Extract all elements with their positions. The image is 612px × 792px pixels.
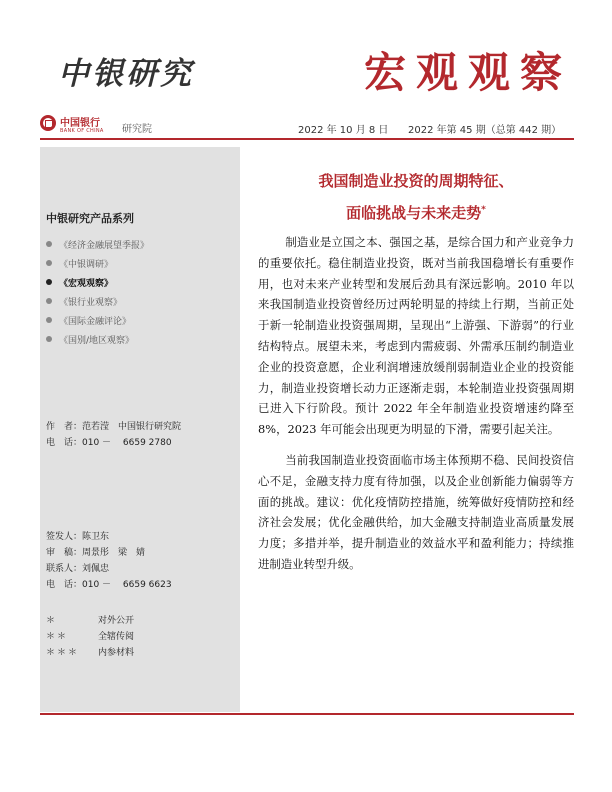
series-item[interactable]: 《国别/地区观察》 [46,332,149,351]
bullet-icon [46,298,52,304]
series-item-active[interactable]: 《宏观观察》 [46,275,149,294]
footnote-mark: * [481,205,486,215]
bank-name-cn: 中国银行 [60,118,100,129]
sidebar [40,147,240,712]
contact-phone-line: 电 话：010 － 6659 6623 [46,580,172,590]
calligraphy-logo: 中银研究 [58,56,194,92]
phone-line: 电 话：010 － 6659 2780 [46,438,172,448]
author-info [46,419,181,451]
issue-date: 2022 年 10 月 8 日 [298,125,389,136]
footer-divider [40,713,574,715]
series-item[interactable]: 《国际金融评论》 [46,313,149,332]
reviewer-line: 审 稿：周景彤 梁 婧 [46,548,146,558]
classification-public: ＊ 对外公开 [46,616,135,626]
classification-internal: ＊＊ 全辖传阅 [46,632,135,642]
series-item[interactable]: 《经济金融展望季报》 [46,237,149,256]
bank-emblem-icon [40,115,56,131]
institute-label: 研究院 [122,124,152,135]
article-paragraph: 当前我国制造业投资面临市场主体预期不稳、民间投资信心不足，金融支持力度有待加强，以及企业创新能力偏弱等方面的挑战。建议：优化疫情防控措施，统筹做好疫情防控和经济社会发展；优化金融供给，加大金融支持制造业高质量发展力度；多措并举，提升制造业的效益水平和盈利能力；持续推进制造业转型升级。 [258,452,574,571]
series-item[interactable]: 《中银调研》 [46,256,149,275]
bank-logo [40,113,118,139]
classification-restricted: ＊＊＊ 内参材料 [46,648,135,658]
issue-number: 2022 年第 45 期（总第 442 期） [408,125,562,136]
article-title [258,167,574,228]
signoff-info [46,529,172,593]
article [258,147,574,575]
bullet-icon [46,241,52,247]
title-line-1: 我国制造业投资的周期特征、 [318,172,514,190]
bank-name-en: BANK OF CHINA [60,128,104,134]
sidebar-heading: 中银研究产品系列 [46,212,134,225]
product-series-list [46,237,149,351]
author-line: 作 者：范若滢 中国银行研究院 [46,422,182,432]
article-paragraph: 制造业是立国之本、强国之基，是综合国力和产业竞争力的重要依托。稳住制造业投资，既对当前我国稳增长有重要作用，也对未来产业转型和发展后劲具有深远影响。2010 年以来我国制造业投资曾经历过两轮明显的持续上行期，当前正处于新一轮制造业投资强周期，呈现出“上游强、下游弱”的行业结构特点。展望未来，考虑到内需疲弱、外需承压制约制造业企业的投资意愿，企业利润增速放缓削弱制造业企业的投资能力，制造业投资增长动力正逐渐走弱，本轮制造业投资强周期已进入下行阶段。预计 2022 年全年制造业投资增速约降至 8%，2023 年可能会出现更为明显的下滑，需要引起关注。 [258,235,574,437]
bullet-icon [46,260,52,266]
series-item[interactable]: 《银行业观察》 [46,294,149,313]
header-divider [40,138,574,140]
series-title: 宏观观察 [363,48,572,97]
bullet-icon [46,317,52,323]
title-line-2: 面临挑战与未来走势 [346,204,482,222]
contact-line: 联系人：刘佩忠 [46,564,110,574]
classification-legend [46,613,134,661]
bullet-icon [46,336,52,342]
issuer-line: 签发人：陈卫东 [46,532,110,542]
bullet-icon [46,279,52,285]
